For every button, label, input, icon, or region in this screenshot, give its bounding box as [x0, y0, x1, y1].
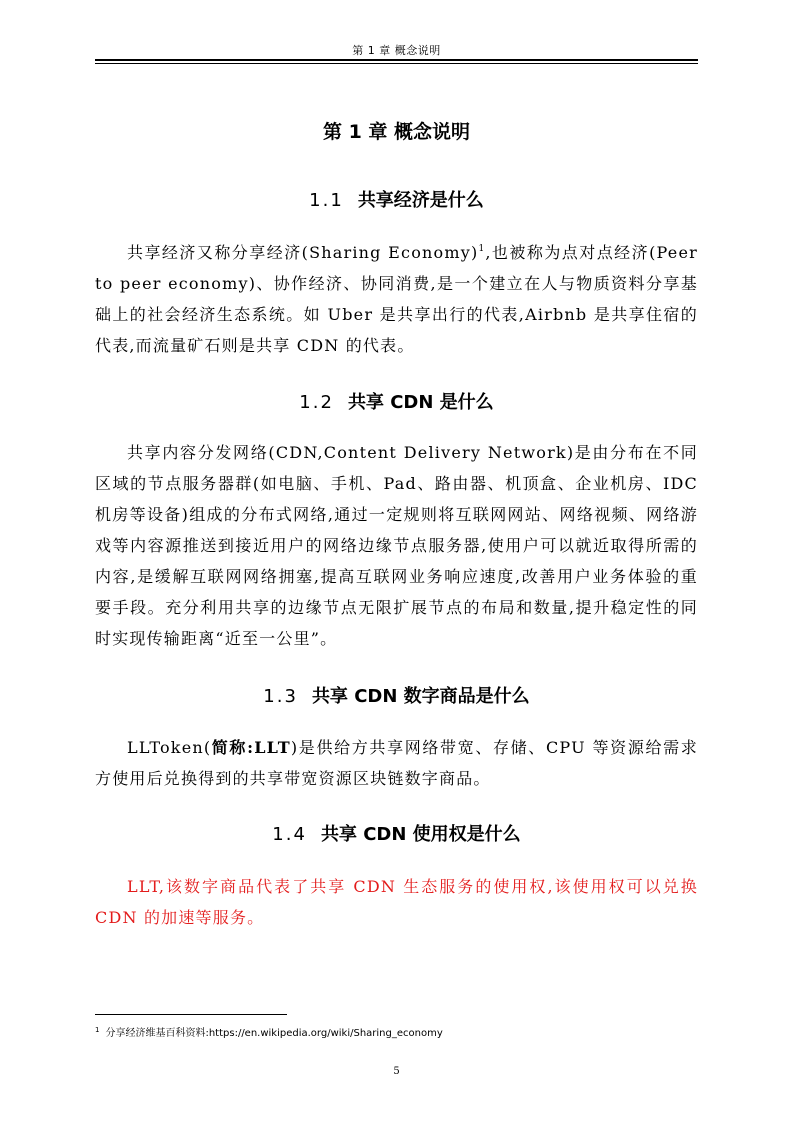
section-heading-1-3: [95, 682, 698, 708]
header-rule-thin: [95, 63, 698, 64]
footnote: [95, 1024, 698, 1039]
section-title: 共享 CDN 数字商品是什么: [311, 686, 530, 707]
paragraph-text: 共享经济又称分享经济(Sharing Economy): [127, 243, 479, 262]
chapter-title: 第 1 章 概念说明: [322, 121, 471, 143]
footnote-marker: 1: [95, 1025, 100, 1034]
paragraph-text: LLToken(: [127, 738, 212, 757]
section-title: 共享经济是什么: [357, 190, 484, 211]
footnote-text: 分享经济维基百科资料:https://en.wikipedia.org/wiki/Sharing_economy: [105, 1028, 443, 1039]
paragraph-text: )是供给方共享网络带宽、存储、CPU 等资源给需求方使用后兑换得到的共享带宽资源区块链数字商品。: [95, 738, 698, 788]
header-rule: [95, 59, 698, 61]
section-number: 1.4: [272, 824, 307, 845]
page-number: 5: [393, 1066, 400, 1077]
section-heading-1-2: [95, 388, 698, 414]
section-paragraph-1-1: [95, 237, 698, 361]
section-heading-1-1: [95, 186, 698, 212]
section-number: 1.3: [263, 686, 298, 707]
section-paragraph-1-3: [95, 732, 698, 794]
section-title: 共享 CDN 是什么: [347, 392, 494, 413]
section-title: 共享 CDN 使用权是什么: [320, 824, 521, 845]
paragraph-bold-text: 简称:LLT: [211, 738, 291, 757]
paragraph-text: ,也被称为点对点经济(Peer to peer economy)、协作经济、协同消费,是一个建立在人与物质资料分享基础上的社会经济生态系统。如 Uber 是共享出行的代表,Airbnb 是共享住宿的代表,而流量矿石则是共享 CDN 的代表。: [95, 243, 698, 355]
section-number: 1.1: [309, 190, 344, 211]
section-paragraph-1-2: 共享内容分发网络(CDN,Content Delivery Network)是由分布在不同区域的节点服务器群(如电脑、手机、Pad、路由器、机顶盒、企业机房、IDC 机房等设备)组成的分布式网络,通过一定规则将互联网网站、网络视频、网络游戏等内容源推送到接近用户的网络边缘节点服务器,使用户可以就近取得所需的内容,是缓解互联网网络拥塞,提高互联网业务响应速度,改善用户业务体验的重要手段。充分利用共享的边缘节点无限扩展节点的布局和数量,提升稳定性的同时实现传输距离“近至一公里”。: [95, 443, 698, 648]
running-header: 第 1 章 概念说明: [352, 44, 441, 57]
section-paragraph-1-4: LLT,该数字商品代表了共享 CDN 生态服务的使用权,该使用权可以兑换 CDN 的加速等服务。: [95, 877, 698, 927]
footnote-reference[interactable]: 1: [478, 244, 486, 254]
section-number: 1.2: [299, 392, 334, 413]
section-heading-1-4: [95, 820, 698, 846]
footnote-rule: [95, 1014, 287, 1015]
